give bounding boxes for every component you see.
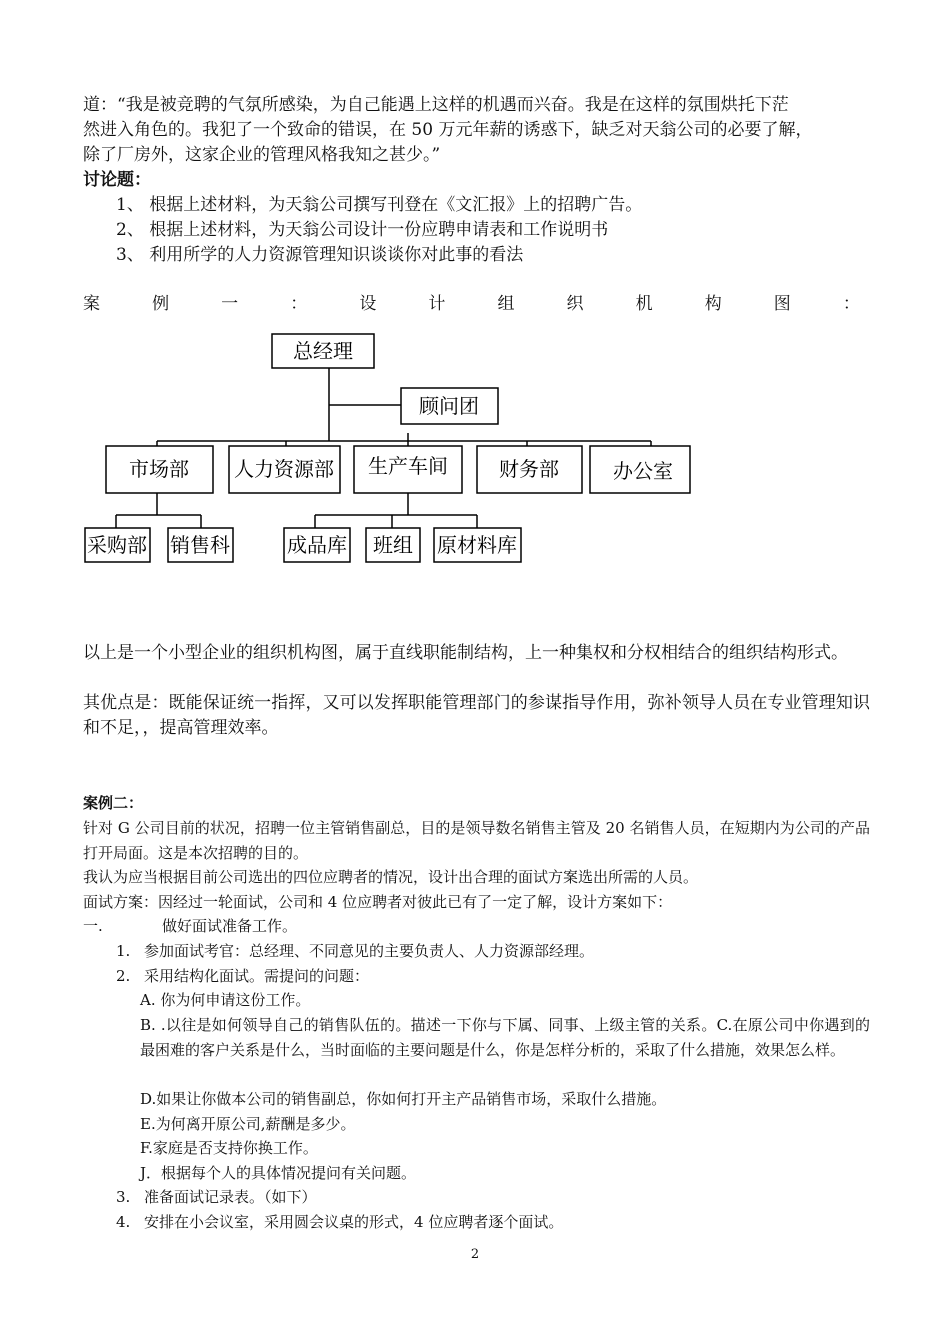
- org-node-label: 人力资源部: [234, 457, 334, 481]
- case1-title-char: 组: [497, 294, 515, 314]
- case2-step-4: [116, 1210, 870, 1235]
- step-number: 2.: [116, 967, 131, 985]
- step-text: 安排在小会议室，采用圆会议桌的形式，4 位应聘者逐个面试。: [144, 1213, 564, 1231]
- case1-title-char: ：: [842, 294, 860, 314]
- case1-title-char: 例: [152, 294, 170, 314]
- intro-paragraph: [83, 93, 870, 168]
- org-chart: [83, 330, 693, 570]
- case2-step-1: [116, 939, 870, 964]
- case2-para-3: 面试方案：因经过一轮面试，公司和 4 位应聘者对彼此已有了一定了解，设计方案如下：: [83, 893, 673, 911]
- case1-analysis-2: 其优点是：既能保证统一指挥，又可以发挥职能管理部门的参谋指导作用，弥补领导人员在专业管理知识和不足，，提高管理效率。: [83, 693, 870, 738]
- case1-title-char: 织: [566, 294, 584, 314]
- step-text: 准备面试记录表。（如下）: [144, 1188, 317, 1206]
- case2-step-2: [116, 964, 870, 989]
- case1-title-char: ：: [290, 294, 308, 314]
- section-title: 做好面试准备工作。: [162, 917, 298, 935]
- case1-title-char: 一: [221, 294, 239, 314]
- case2-para-2: 我认为应当根据目前公司选出的四位应聘者的情况，设计出合理的面试方案选出所需的人员。: [83, 868, 699, 886]
- org-node-label: 市场部: [129, 457, 189, 481]
- case2-heading: 案例二：: [83, 794, 144, 812]
- discussion-item-2: 2、 根据上述材料，为天翁公司设计一份应聘申请表和工作说明书: [116, 220, 609, 240]
- intro-line-2: 然进入角色的。我犯了一个致命的错误，在 50 万元年薪的诱惑下，缺乏对天翁公司的必要了解，: [83, 120, 813, 140]
- discussion-item-3: 3、 利用所学的人力资源管理知识谈谈你对此事的看法: [116, 245, 524, 265]
- org-node-label: 销售科: [170, 533, 230, 557]
- step-text: 参加面试考官：总经理、不同意见的主要负责人、人力资源部经理。: [144, 942, 595, 960]
- case2-step-3: [116, 1185, 870, 1210]
- section-number: 一.: [83, 917, 103, 935]
- case2-section-1: [83, 914, 870, 939]
- intro-line-3: 除了厂房外，这家企业的管理风格我知之甚少。”: [83, 145, 441, 165]
- org-node-label: 生产车间: [368, 454, 448, 478]
- org-node-label: 班组: [373, 533, 413, 557]
- discussion-heading: 讨论题：: [83, 170, 151, 190]
- question-j: J．根据每个人的具体情况提问有关问题。: [140, 1164, 417, 1182]
- case1-title-char: 案: [83, 294, 100, 314]
- case1-title-char: 图: [773, 294, 791, 314]
- org-node-label: 办公室: [613, 459, 673, 483]
- case1-title-char: 计: [428, 294, 446, 314]
- org-node-label: 成品库: [287, 533, 347, 557]
- case1-title: [83, 292, 860, 317]
- org-node-label: 总经理: [293, 339, 353, 363]
- case1-title-char: 构: [704, 294, 722, 314]
- case1-analysis-1: 以上是一个小型企业的组织机构图，属于直线职能制结构，上一种集权和分权相结合的组织结构形式。: [83, 643, 848, 663]
- org-node-label: 顾问团: [419, 394, 479, 418]
- discussion-item-1: 1、 根据上述材料，为天翁公司撰写刊登在《文汇报》上的招聘广告。: [116, 195, 643, 215]
- org-node-label: 原材料库: [437, 533, 517, 557]
- question-b: B. .以往是如何领导自己的销售队伍的。描述一下你与下属、同事、上级主管的关系。C.在原公司中你遇到的最困难的客户关系是什么，当时面临的主要问题是什么，你是怎样分析的，采取了什么措施，效果怎么样。: [140, 1016, 870, 1059]
- case1-title-char: 设: [359, 294, 377, 314]
- question-f: F.家庭是否支持你换工作。: [140, 1139, 318, 1157]
- step-number: 1.: [116, 942, 131, 960]
- step-text: 采用结构化面试。需提问的问题：: [144, 967, 370, 985]
- intro-line-1: 道：“我是被竞聘的气氛所感染，为自己能遇上这样的机遇而兴奋。我是在这样的氛围烘托下茫: [83, 95, 789, 115]
- question-a: A. 你为何申请这份工作。: [140, 991, 311, 1009]
- case2-para-1: 针对 G 公司目前的状况，招聘一位主管销售副总，目的是领导数名销售主管及 20 名销售人员，在短期内为公司的产品打开局面。这是本次招聘的目的。: [83, 819, 870, 862]
- question-d: D.如果让你做本公司的销售副总，你如何打开主产品销售市场，采取什么措施。: [140, 1090, 667, 1108]
- org-node-label: 财务部: [499, 457, 559, 481]
- page-number: 2: [470, 1247, 480, 1262]
- step-number: 3.: [116, 1188, 131, 1206]
- question-e: E.为何离开原公司,薪酬是多少。: [140, 1115, 356, 1133]
- step-number: 4.: [116, 1213, 131, 1231]
- case1-title-char: 机: [635, 294, 653, 314]
- org-node-label: 采购部: [87, 533, 147, 557]
